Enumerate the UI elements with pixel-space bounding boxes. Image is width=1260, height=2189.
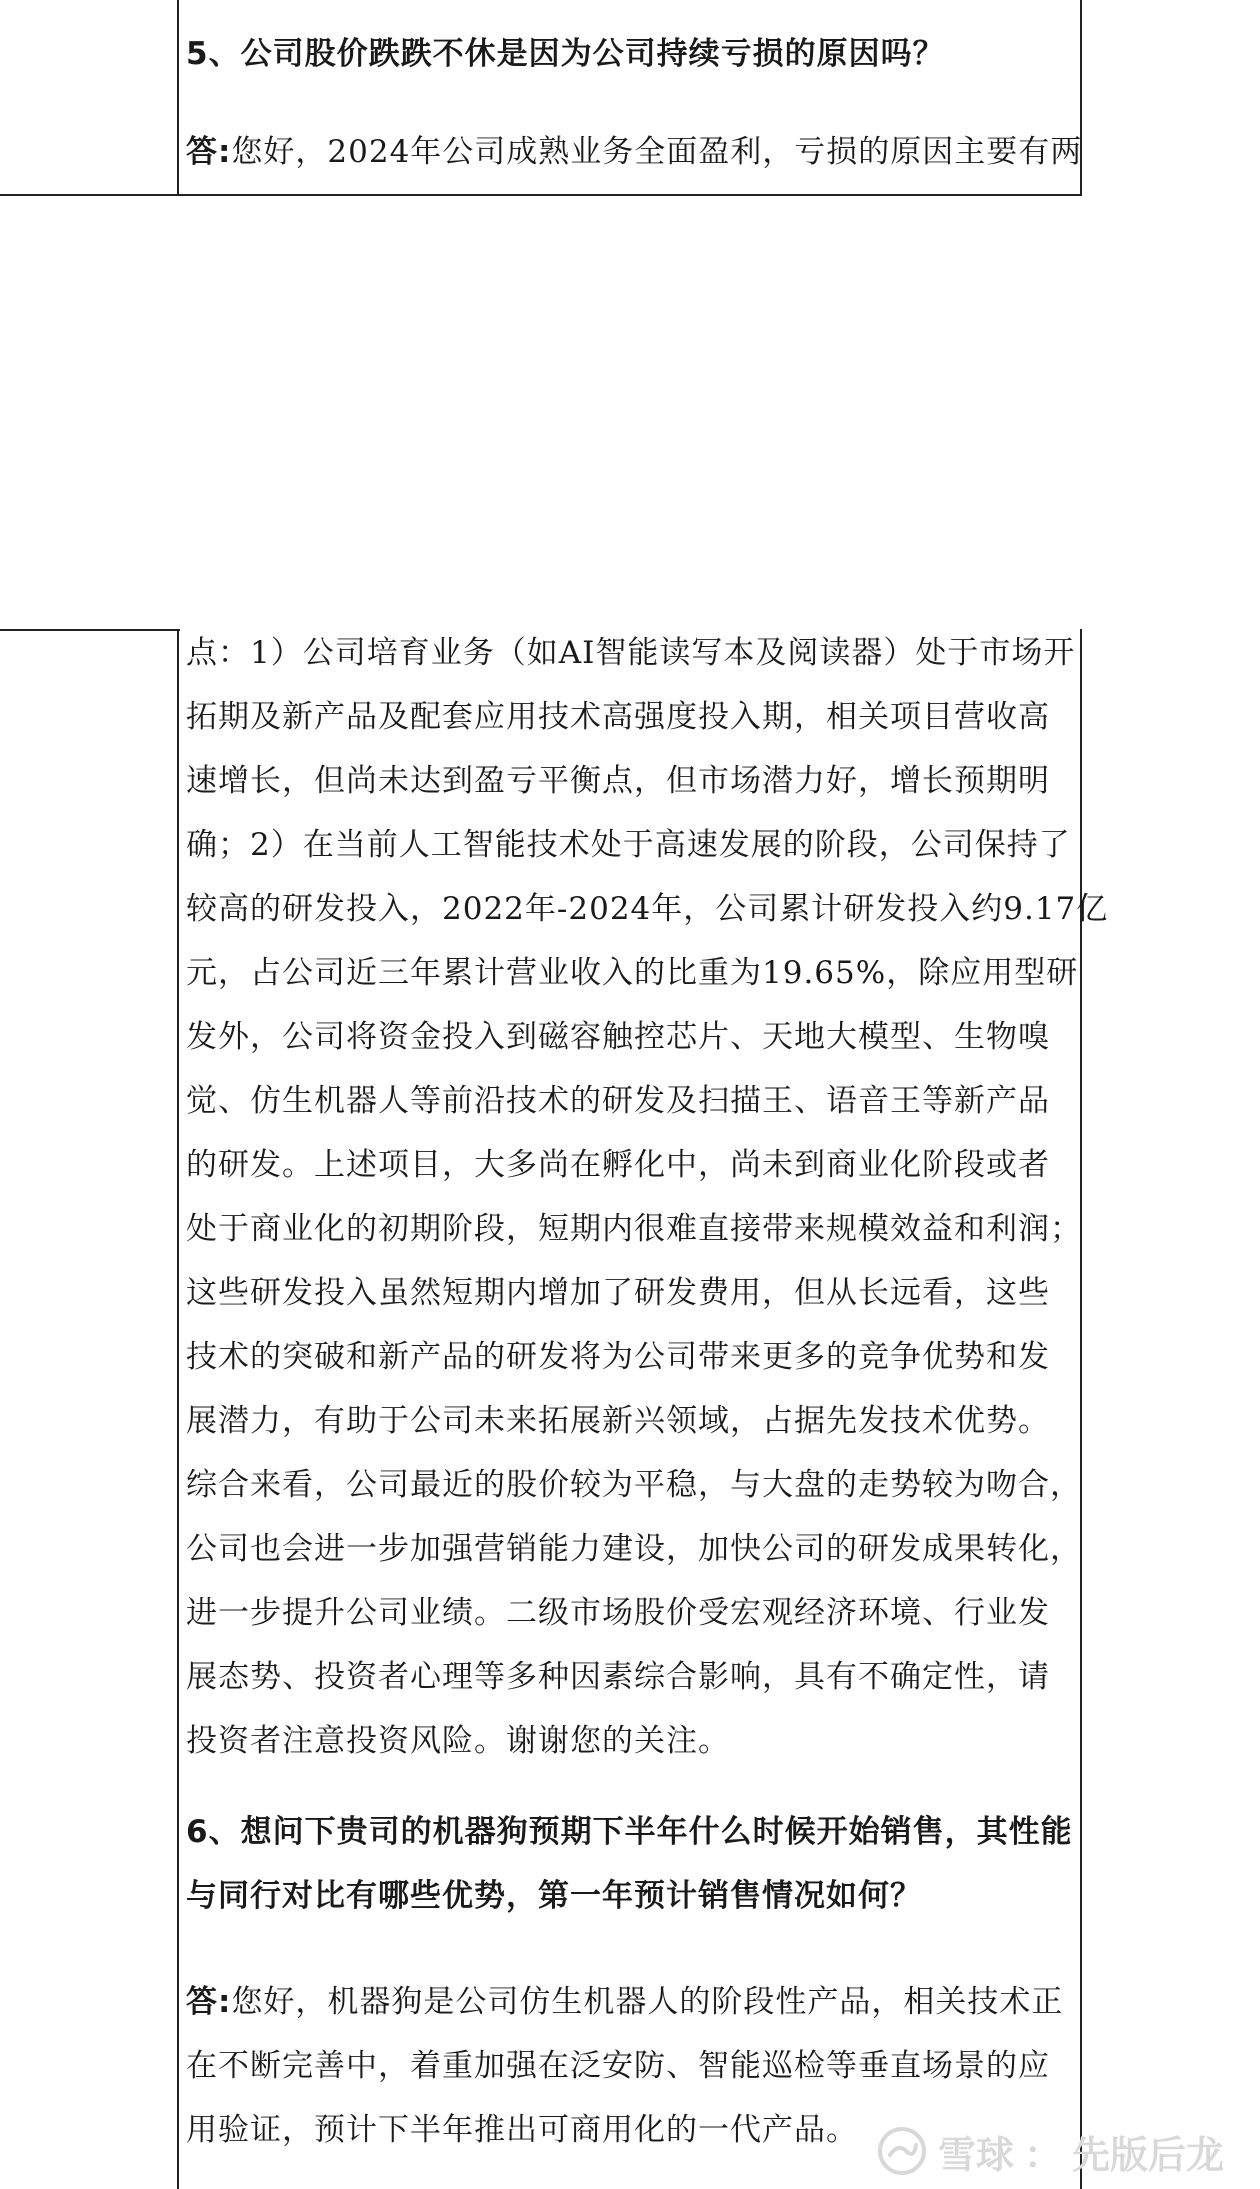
xueqiu-logo-icon [876, 2125, 928, 2177]
answer-line: 展潜力，有助于公司未来拓展新兴领域，占据先发技术优势。 [186, 1403, 1050, 1439]
answer-line: 元，占公司近三年累计营业收入的比重为19.65%，除应用型研 [186, 955, 1079, 991]
answer-label: 答: [186, 1984, 232, 2020]
answer-5-continued [186, 621, 1109, 1773]
answer-line: 觉、仿生机器人等前沿技术的研发及扫描王、语音王等新产品 [186, 1083, 1050, 1119]
table-bottom-border [0, 194, 1082, 196]
answer-line: 这些研发投入虽然短期内增加了研发费用，但从长远看，这些 [186, 1275, 1050, 1311]
question-6-line: 6、想问下贵司的机器狗预期下半年什么时候开始销售，其性能 [186, 1814, 1073, 1850]
answer-line: 的研发。上述项目，大多尚在孵化中，尚未到商业化阶段或者 [186, 1147, 1050, 1183]
answer-label: 答: [186, 134, 232, 170]
answer-6-line: 用验证，预计下半年推出可商用化的一代产品。 [186, 2112, 858, 2148]
answer-line: 展态势、投资者心理等多种因素综合影响，具有不确定性，请 [186, 1659, 1050, 1695]
answer-6-text: 您好，机器狗是公司仿生机器人的阶段性产品，相关技术正 [231, 1984, 1064, 2020]
answer-line: 处于商业化的初期阶段，短期内很难直接带来规模效益和利润； [186, 1211, 1082, 1247]
answer-5-start [186, 120, 1086, 184]
answer-line: 发外，公司将资金投入到磁容触控芯片、天地大模型、生物嗅 [186, 1019, 1050, 1055]
answer-line: 点：1）公司培育业务（如AI智能读写本及阅读器）处于市场开 [186, 635, 1076, 671]
watermark-brand: 雪球 [937, 2132, 1014, 2177]
answer-line: 公司也会进一步加强营销能力建设，加快公司的研发成果转化， [186, 1531, 1082, 1567]
answer-5-text: 您好，2024年公司成熟业务全面盈利，亏损的原因主要有两 [231, 134, 1083, 170]
answer-line: 较高的研发投入，2022年-2024年，公司累计研发投入约9.17亿 [186, 891, 1109, 927]
question-6-line: 与同行对比有哪些优势，第一年预计销售情况如何？ [186, 1878, 922, 1914]
table-left-border [177, 0, 179, 196]
answer-line: 投资者注意投资风险。谢谢您的关注。 [186, 1723, 730, 1759]
answer-line: 技术的突破和新产品的研发将为公司带来更多的竞争优势和发 [186, 1339, 1050, 1375]
answer-6-line: 在不断完善中，着重加强在泛安防、智能巡检等垂直场景的应 [186, 2048, 1050, 2084]
answer-line: 速增长，但尚未达到盈亏平衡点，但市场潜力好，增长预期明 [186, 763, 1050, 799]
answer-line: 进一步提升公司业绩。二级市场股价受宏观经济环境、行业发 [186, 1595, 1050, 1631]
answer-line: 拓期及新产品及配套应用技术高强度投入期，相关项目营收高 [186, 699, 1050, 735]
answer-5-first-line [186, 120, 1086, 184]
xueqiu-watermark [876, 2121, 1224, 2181]
watermark-author: 先版后龙 [1071, 2132, 1224, 2177]
question-5-block [186, 22, 1086, 86]
table-top-border [0, 629, 180, 631]
table-left-border-2 [177, 629, 179, 2189]
question-6-block [186, 1800, 1086, 1928]
answer-line: 确；2）在当前人工智能技术处于高速发展的阶段，公司保持了 [186, 827, 1071, 863]
watermark-separator: ： [1023, 2132, 1062, 2177]
answer-line: 综合来看，公司最近的股价较为平稳，与大盘的走势较为吻合， [186, 1467, 1082, 1503]
question-5: 5、公司股价跌跌不休是因为公司持续亏损的原因吗？ [186, 36, 945, 72]
answer-6-first-line [186, 1970, 1086, 2034]
